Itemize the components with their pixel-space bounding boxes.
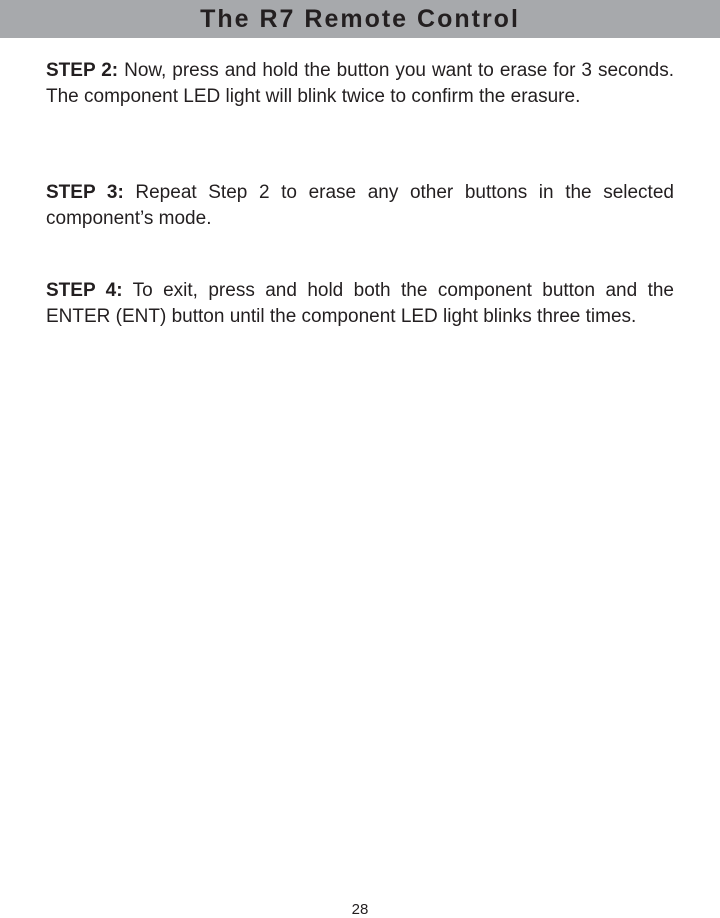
- step-4-text: To exit, press and hold both the component button and the ENTER (ENT) button until the component LED light blinks three times.: [46, 280, 674, 327]
- step-2-label: STEP 2:: [46, 60, 119, 81]
- step-2-text: Now, press and hold the button you want to erase for 3 seconds. The component LED light will blink twice to confirm the erasure.: [46, 60, 674, 107]
- page-title: The R7 Remote Control: [200, 4, 520, 33]
- step-4-paragraph: [46, 278, 674, 330]
- step-3-label: STEP 3:: [46, 182, 124, 203]
- page-number: 28: [351, 901, 369, 918]
- header-bar: [0, 0, 720, 38]
- step-2-paragraph: [46, 58, 674, 110]
- step-3-text: Repeat Step 2 to erase any other buttons in the selected component’s mode.: [46, 182, 674, 229]
- step-3-paragraph: [46, 180, 674, 232]
- step-4-label: STEP 4:: [46, 280, 123, 301]
